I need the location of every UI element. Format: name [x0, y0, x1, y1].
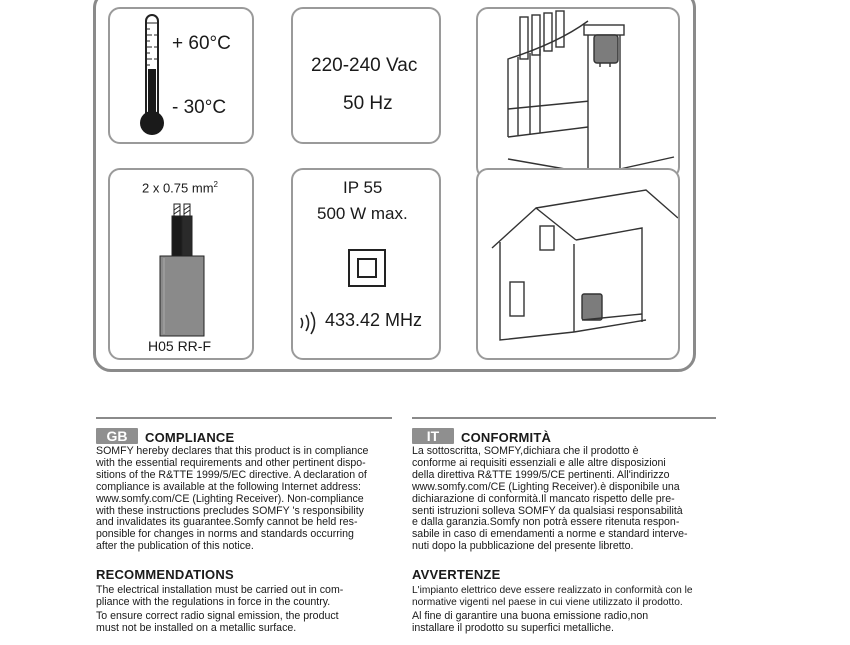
- ip-power-box: [291, 168, 441, 360]
- text-line: with the essential requirements and other pertinent dispo-: [96, 456, 366, 469]
- text-line: e dalla garanzia.Somfy non potrà essere ritenuta respon-: [412, 516, 680, 529]
- text-line: installare il prodotto su superfici metalliche.: [412, 621, 614, 634]
- text-line: ponsible for changes in norms and standards occurring: [96, 528, 354, 541]
- power-rating: 500 W max.: [317, 204, 408, 223]
- house-box: [476, 168, 680, 360]
- text-line: compliance is available at the following Internet address:: [96, 480, 361, 493]
- text-line: conforme ai requisiti essenziali e alle altre disposizioni: [412, 456, 666, 469]
- text-line: dichiarazione di conformità.Il mancato rispetto delle pre-: [412, 492, 675, 505]
- text-line: nuti dopo la pubblicazione del presente libretto.: [412, 540, 634, 553]
- radio-frequency: 433.42 MHz: [325, 310, 423, 330]
- cable-type: H05 RR-F: [148, 338, 212, 354]
- text-line: must not be installed on a metallic surface.: [96, 621, 297, 634]
- temperature-min: - 30°C: [172, 97, 227, 118]
- text-line: sabile in caso di emendamenti a norme e standard interve-: [412, 528, 688, 541]
- text-line: Al fine di garantire una buona emissione radio,non: [412, 609, 649, 622]
- frequency-value: 50 Hz: [343, 93, 393, 114]
- gate-pillar-box: [476, 7, 680, 179]
- language-badge-gb: GB: [96, 428, 138, 444]
- text-line: pliance with the regulations in force in the country.: [96, 595, 331, 608]
- it-recommendations-text: [412, 585, 710, 635]
- text-line: www.somfy.com/CE (Lighting Receiver).è disponibile una: [412, 480, 680, 493]
- voltage-value: 220-240 Vac: [311, 55, 418, 76]
- text-line: senti istruzioni solleva SOMFY da qualsiasi responsabilità: [412, 504, 683, 517]
- language-badge-it: IT: [412, 428, 454, 444]
- text-line: The electrical installation must be carried out in com-: [96, 584, 344, 596]
- radio-waves-icon: [297, 310, 323, 336]
- spec-panel: [93, 0, 696, 372]
- gb-recommendations-text: [96, 585, 389, 635]
- text-line: and invalidates its guarantee.Somfy cannot be held res-: [96, 516, 358, 529]
- temperature-max: + 60°C: [172, 33, 231, 54]
- ip-rating: IP 55: [343, 178, 383, 197]
- gb-recommendations-heading: RECOMMENDATIONS: [96, 567, 234, 582]
- house-illustration: [478, 170, 678, 358]
- temperature-box: [108, 7, 254, 144]
- text-line: sitions of the R&TTE 1999/5/EC directive. A declaration of: [96, 468, 367, 481]
- text-line: della direttiva R&TTE 1999/5/CE pertinenti. All'indirizzo: [412, 468, 670, 481]
- text-line: www.somfy.com/CE (Lighting Receiver). Non-compliance: [96, 492, 364, 505]
- cable-size: 2 x 0.75 $mm^2$: [142, 180, 218, 196]
- text-line: La sottoscritta, SOMFY,dichiara che il prodotto è: [412, 445, 639, 457]
- voltage-box: [291, 7, 441, 144]
- gb-compliance-text: [96, 446, 389, 553]
- thermometer-icon: [136, 11, 176, 141]
- section-rule-it: [412, 417, 716, 419]
- text-line: L'impianto elettrico deve essere realizzato in conformità con le: [412, 585, 693, 596]
- cable-icon: [158, 202, 218, 342]
- cable-box: [108, 168, 254, 360]
- it-compliance-heading: CONFORMITÀ: [461, 430, 552, 445]
- gb-compliance-heading: COMPLIANCE: [145, 430, 235, 445]
- text-line: with these instructions precludes SOMFY 's responsibility: [96, 504, 364, 517]
- text-line: SOMFY hereby declares that this product is in compliance: [96, 445, 369, 457]
- text-line: To ensure correct radio signal emission, the product: [96, 609, 339, 622]
- gate-pillar-illustration: [478, 9, 678, 177]
- text-line: after the publication of this notice.: [96, 540, 254, 553]
- it-recommendations-heading: AVVERTENZE: [412, 567, 501, 582]
- text-line: normative vigenti nel paese in cui viene utilizzato il prodotto.: [412, 596, 683, 608]
- it-compliance-text: [412, 446, 706, 553]
- section-rule-gb: [96, 417, 392, 419]
- double-insulation-icon: [347, 248, 387, 288]
